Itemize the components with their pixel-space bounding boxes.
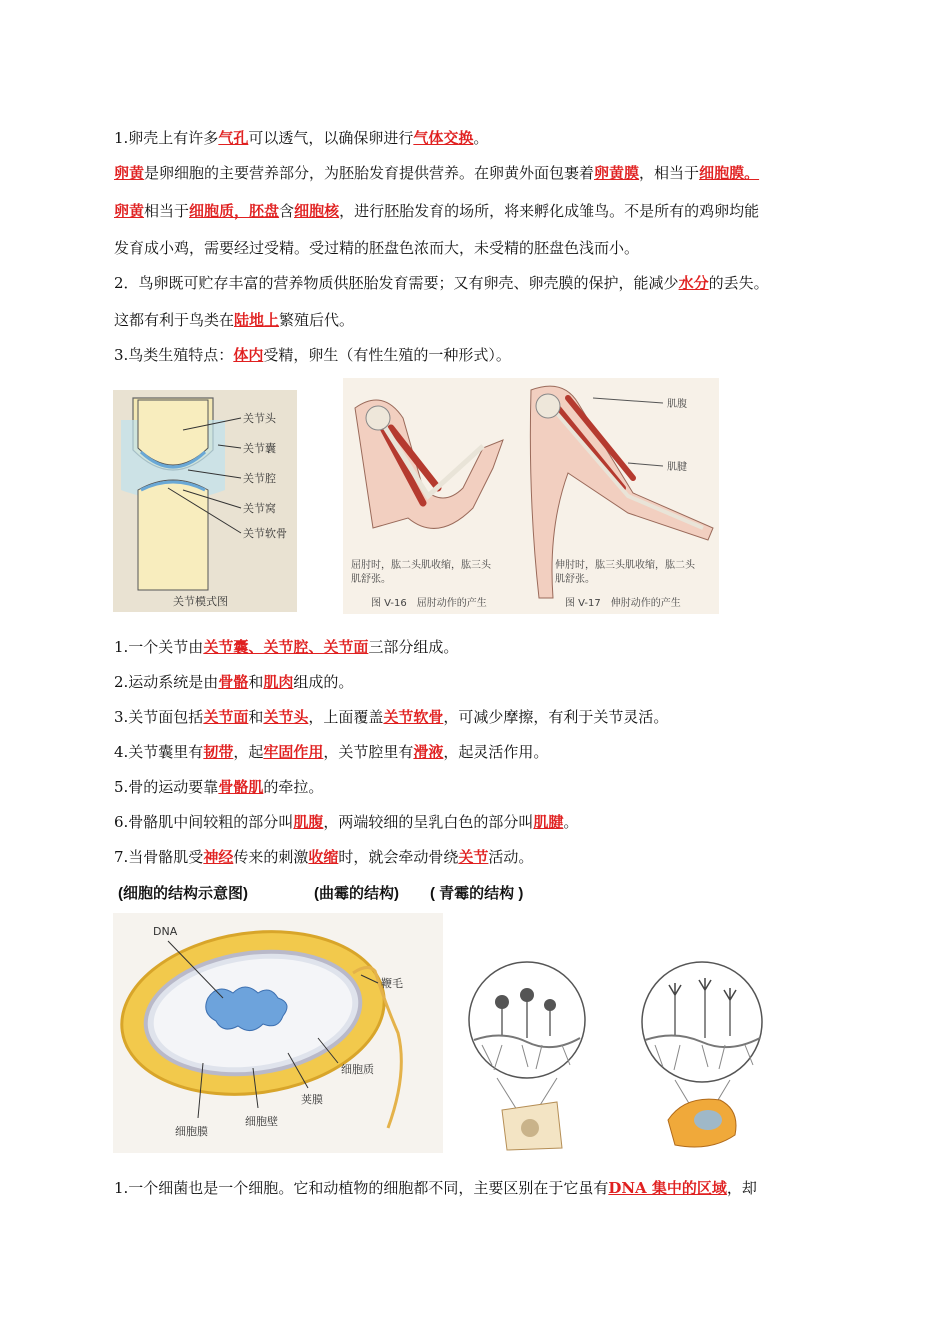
label-cell-wall: 细胞壁 [245,1115,278,1128]
answer-gas-exchange: 气体交换 [413,129,474,147]
answer-qikong: 气孔 [218,129,249,147]
svg-text:屈肘时，肱二头肌收缩，肱三头: 屈肘时，肱二头肌收缩，肱三头 [351,560,491,571]
label-guanjietou: 关节头 [243,412,276,425]
penicillium-diagram [630,960,775,1152]
para-muscle-parts: 6.骨骼肌中间较粗的部分叫肌腹，两端较细的呈乳白色的部分叫肌腱。 [114,813,579,831]
joint-caption: 关节模式图 [173,595,228,608]
para-nerve: 7.当骨骼肌受神经传来的刺激收缩时，就会牵动骨绕关节活动。 [114,848,534,866]
label-jijian: 肌腱 [667,462,687,473]
svg-text:肌舒张。: 肌舒张。 [555,574,595,585]
para-bird-egg: 2．鸟卵既可贮存丰富的营养物质供胚胎发育需要；又有卵壳、卵壳膜的保护，能减少水分的丢失。 [114,274,769,292]
caption-v17: 图 V-17 伸肘动作的产生 [565,598,681,609]
para-ligament: 4.关节囊里有韧带，起牢固作用，关节腔里有滑液，起灵活作用。 [114,743,549,761]
para-motor-system: 2.运动系统是由骨骼和肌肉组成的。 [114,673,354,691]
para-yolk-2: 卵黄相当于细胞质，胚盘含细胞核，进行胚胎发育的场所，将来孵化成雏鸟。不是所有的鸡卵均能 [114,202,760,220]
caption-v16: 图 V-16 屈肘动作的产生 [371,598,487,609]
label-dna: DNA [153,925,178,938]
para-land: 这都有利于鸟类在陆地上繁殖后代。 [114,311,355,329]
label-capsule: 荚膜 [301,1093,323,1106]
label-guanjieruangu: 关节软骨 [243,527,287,540]
para-yolk: 卵黄是卵细胞的主要营养部分，为胚胎发育提供营养。在卵黄外面包裹着卵黄膜，相当于细胞膜。 [114,164,760,182]
label-cytoplasm: 细胞质 [341,1063,374,1076]
subtitle-aspergillus: (曲霉的结构) [314,885,399,902]
label-cell-membrane: 细胞膜 [175,1125,208,1138]
label-guanjieqiang: 关节腔 [243,472,276,485]
label-guanjienang: 关节囊 [243,442,276,455]
para-bacteria: 1.一个细菌也是一个细胞。它和动植物的细胞都不同，主要区别在于它虽有DNA 集中的区域，却 [114,1179,757,1197]
svg-text:伸肘时，肱三头肌收缩，肱二头: 伸肘时，肱三头肌收缩，肱二头 [555,560,695,571]
para-eggshell: 1.卵壳上有许多气孔可以透气，以确保卵进行气体交换。 [114,129,489,147]
subtitle-cell: (细胞的结构示意图) [118,885,248,902]
aspergillus-diagram [462,960,592,1152]
bacteria-diagram [113,913,443,1153]
subtitle-penicillium: ( 青霉的结构 ) [430,885,524,902]
figure-subtitles [118,882,523,903]
svg-text:肌舒张。: 肌舒张。 [351,574,391,585]
label-jifu: 肌腹 [667,399,687,410]
para-joint-parts: 1.一个关节由关节囊、关节腔、关节面三部分组成。 [114,638,459,656]
label-flagellum: 鞭毛 [381,977,403,990]
para-skeletal-muscle: 5.骨的运动要靠骨骼肌的牵拉。 [114,778,324,796]
para-fertilization: 发育成小鸡，需要经过受精。受过精的胚盘色浓而大，未受精的胚盘色浅而小。 [114,239,640,257]
para-reproduction: 3.鸟类生殖特点：体内受精，卵生（有性生殖的一种形式）。 [114,346,511,364]
joint-diagram [113,390,297,612]
label-guanjiewo: 关节窝 [243,502,276,515]
arm-movement-diagram [343,378,719,614]
para-joint-surface: 3.关节面包括关节面和关节头，上面覆盖关节软骨，可减少摩擦，有利于关节灵活。 [114,708,669,726]
